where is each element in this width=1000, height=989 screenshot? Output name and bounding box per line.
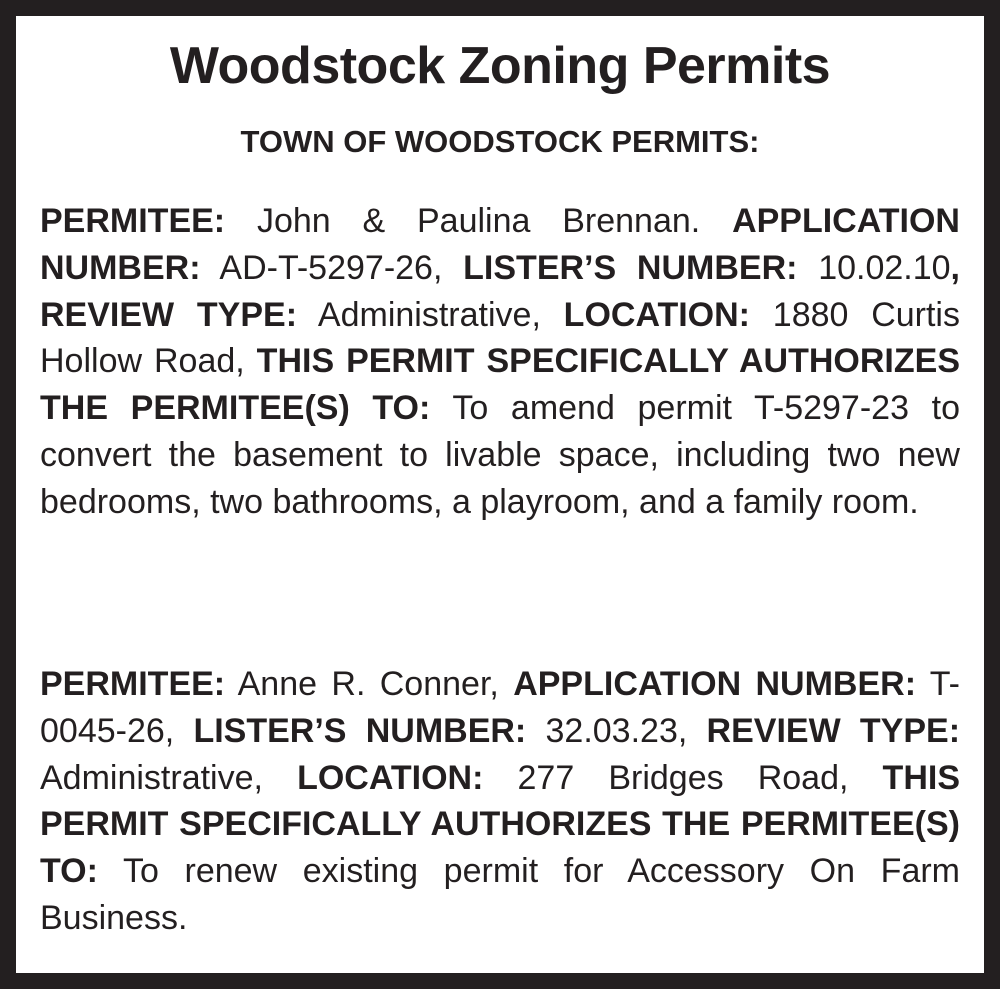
authorization-label: THIS PERMIT SPECIFICALLY AUTHORIZES THE PERMITEE(S) TO: [40,342,960,428]
listers-number-label: LISTER’S NUMBER: [193,711,527,750]
permitee-label: PERMITEE: [40,665,226,703]
location-label: LOCATION: [297,758,484,797]
permit-description: To renew existing permit for Accessory On Farm Business. [40,852,960,937]
location: 1880 Curtis Hollow Road, [40,295,960,381]
location: 277 Bridges Road, [483,758,883,797]
listers-number: 32.03.23, [526,711,707,750]
application-number-label: APPLICATION NUMBER: [40,202,960,287]
authorization-label: THIS PERMIT SPECIFICALLY AUTHORIZES THE PERMITEE(S) TO: [40,758,960,891]
permitee-name: Anne R. Conner, [225,665,514,703]
application-number-label: APPLICATION NUMBER: [513,665,917,703]
permitee-label: PERMITEE: [40,202,226,240]
review-type-label: REVIEW TYPE: [40,295,298,334]
application-number: AD-T-5297-26, [200,248,464,287]
review-type-label: REVIEW TYPE: [706,711,961,750]
permit-notice-2 [40,661,960,942]
permit-notice-1 [40,198,960,526]
application-number: T-0045-26, [40,665,960,750]
listers-number: 10.02.10 [797,248,951,287]
page-title: Woodstock Zoning Permits [169,37,831,95]
review-type: Administrative, [40,758,298,797]
section-heading: TOWN OF WOODSTOCK PERMITS: [240,124,760,159]
listers-number-label: LISTER’S NUMBER: [463,248,798,287]
permit-description: To amend permit T-5297-23 to convert the basement to livable space, including two new bedrooms, two bathrooms, a playroom, and a family room. [40,389,960,521]
review-type: Administrative, [297,295,564,334]
permitee-name: John & Paulina Brennan. [225,202,733,240]
location-label: LOCATION: [563,295,751,334]
bold-comma: , [950,248,960,287]
